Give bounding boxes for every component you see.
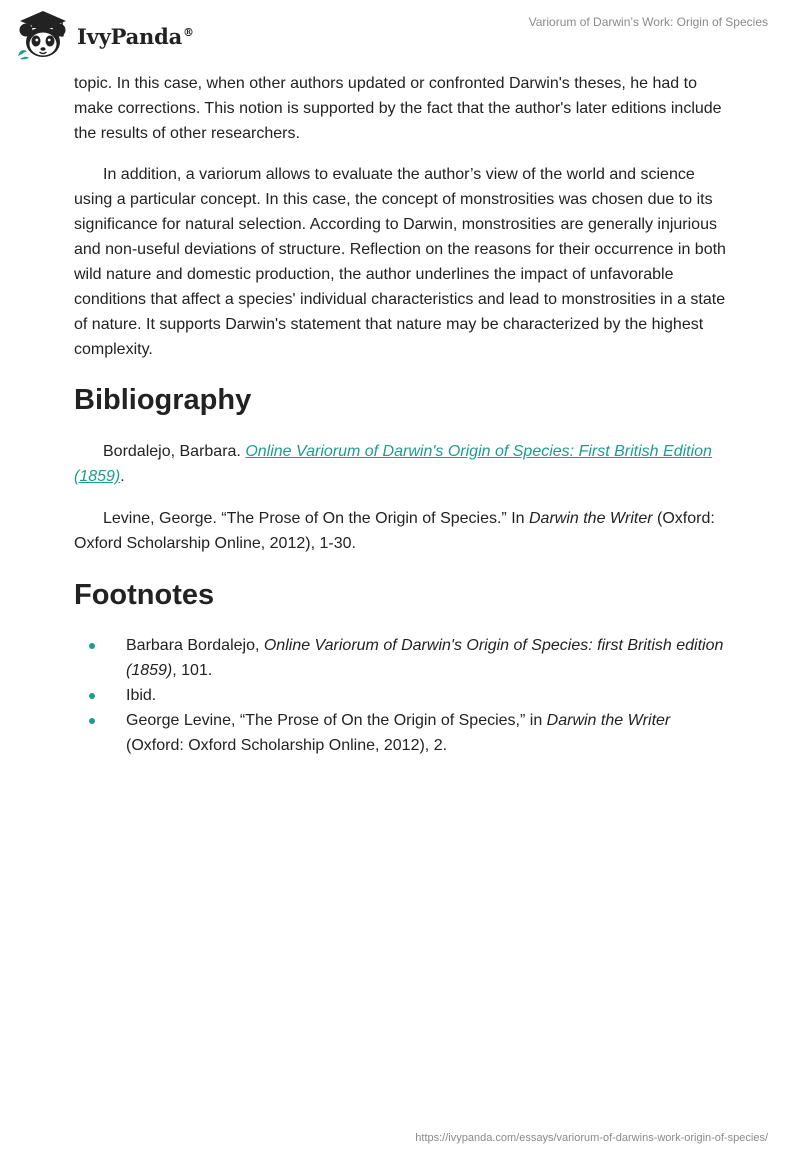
footnote-title: Online Variorum of Darwin's Origin of Species: first British edition (1859) <box>126 637 724 679</box>
footnotes-list <box>74 633 730 758</box>
footnote-item <box>74 683 730 708</box>
footnote-text: Barbara Bordalejo, <box>126 637 264 654</box>
footnote-item <box>74 708 730 758</box>
bullet-dot-icon <box>89 718 95 724</box>
footnote-text: Ibid. <box>126 687 157 704</box>
footnote-text: George Levine, “The Prose of On the Origin of Species,” in <box>126 712 547 729</box>
footnote-title: Darwin the Writer <box>546 712 671 729</box>
bib-publisher: (Oxford: Oxford Scholarship Online, 2012), 1-30. <box>74 510 715 552</box>
footnote-item <box>74 633 730 683</box>
footnote-page: , 101. <box>172 662 213 679</box>
trademark-symbol: ® <box>183 25 194 39</box>
bullet-dot-icon <box>89 643 95 649</box>
bib-source-link[interactable]: Online Variorum of Darwin's Origin of Species: First British Edition (1859) <box>74 443 712 485</box>
bib-book-title: Darwin the Writer <box>529 510 653 527</box>
bibliography-entry-bordalejo <box>74 439 730 489</box>
page-url[interactable]: https://ivypanda.com/essays/variorum-of-darwins-work-origin-of-species/ <box>415 1132 768 1144</box>
ivypanda-logo[interactable] <box>14 8 194 60</box>
panda-graduate-icon <box>14 8 72 60</box>
bullet-dot-icon <box>89 693 95 699</box>
document-title: Variorum of Darwin’s Work: Origin of Species <box>528 15 768 29</box>
brand-name: IvyPanda® <box>77 23 194 49</box>
body-paragraph-monstrosities: In addition, a variorum allows to evaluate the author’s view of the world and science using a particular concept. In this case, the concept of monstrosities was chosen due to its significance for natural selection. According to Darwin, monstrosities are generally injurious and non-useful deviations of structure. Reflection on the reasons for their occurrence in both wild nature and domestic production, the author underlines the impact of unfavorable conditions that affect a species' individual characteristics and lead to monstrosities in a state of nature. It supports Darwin's statement that nature may be characterized by the highest complexity. <box>74 166 726 358</box>
bib-text: Levine, George. “The Prose of On the Origin of Species.” In <box>103 510 529 527</box>
bib-author: Bordalejo, Barbara. <box>103 443 246 460</box>
body-paragraph-continued: topic. In this case, when other authors updated or confronted Darwin's theses, he had to make corrections. This notion is supported by the fact that the author's later editions include the results of other researchers. <box>74 75 722 142</box>
bib-end: . <box>120 468 125 485</box>
footnotes-heading: Footnotes <box>74 579 215 611</box>
bibliography-entry-levine <box>74 506 730 556</box>
footnote-page: (Oxford: Oxford Scholarship Online, 2012), 2. <box>126 737 448 754</box>
article-content <box>74 71 730 758</box>
page-header <box>0 0 800 70</box>
bibliography-heading: Bibliography <box>74 384 252 416</box>
